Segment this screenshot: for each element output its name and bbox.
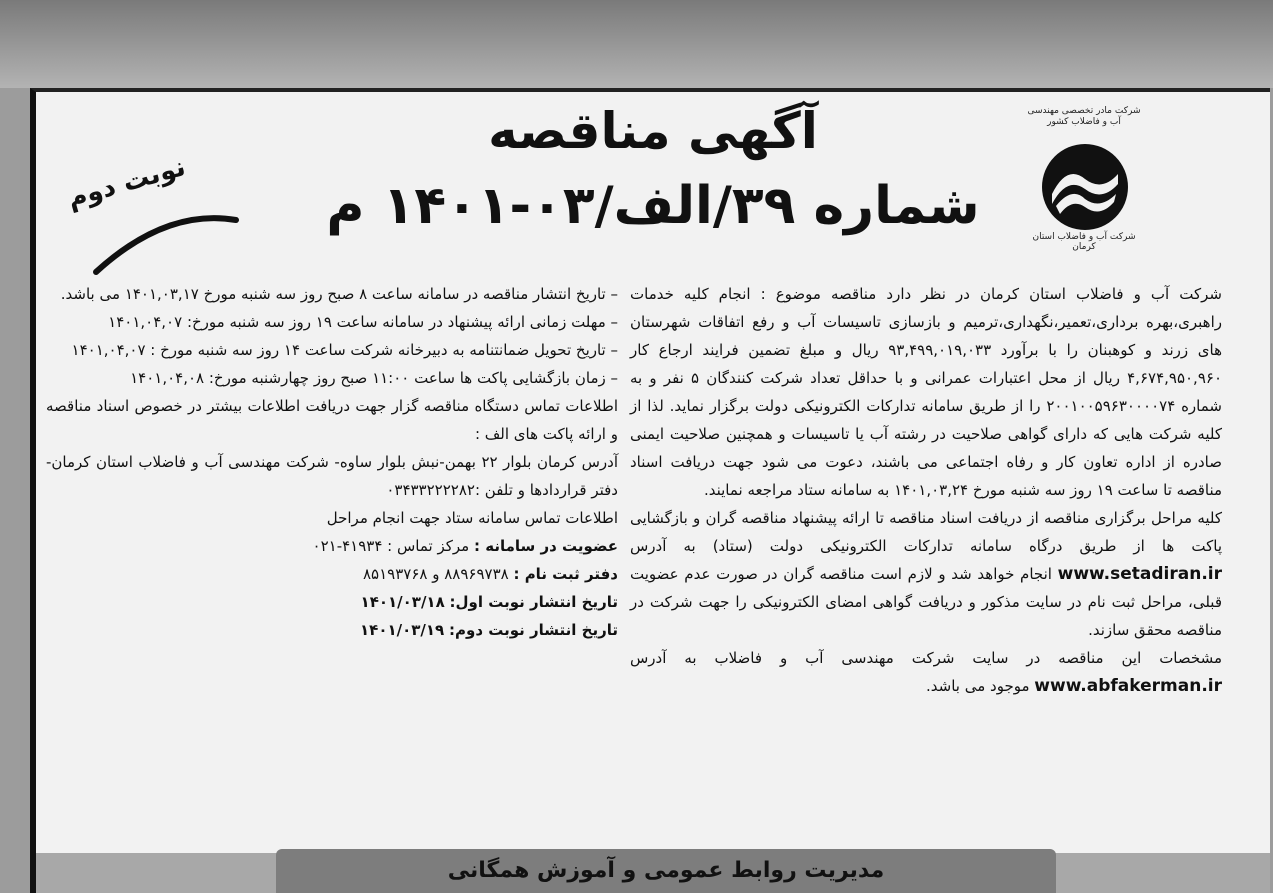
membership-label: عضویت در سامانه : (474, 537, 618, 555)
membership-line (46, 532, 618, 560)
stamp-swoosh-icon (56, 168, 246, 278)
description-paragraph: شرکت آب و فاضلاب استان کرمان در نظر دارد مناقصه موضوع : انجام کلیه خدمات راهبری،بهره برداری،تعمیر،نگهداری،ترمیم و بازسازی تاسیسات آب و رفع اتفاقات شهرستان های زرند و کوهبنان را با برآورد ۹۳,۴۹۹,۰۱۹,۰۳۳ ریال و مبلغ تضمین فرایند ارجاع کار ۴,۶۷۴,۹۵۰,۹۶۰ ریال از محل اعتبارات عمرانی و با حداقل تعداد شرکت کنندگان ۵ نفر و به شماره ۲۰۰۱۰۰۵۹۶۳۰۰۰۰۷۴ را از طریق سامانه تدارکات الکترونیکی دولت برگزار نماید. لذا از کلیه شرکت هایی که دارای گواهی صلاحیت در رشته آب یا تاسیسات و همچنین صلاحیت ایمنی صادره از اداره تعاون کار و رفاه اجتماعی می باشند، دعوت می شود جهت دریافت اسناد مناقصه تا ساعت ۱۹ روز سه شنبه مورخ ۱۴۰۱,۰۳,۲۴ به سامانه ستاد مراجعه نمایند. (630, 285, 1222, 499)
specs-text-end: موجود می باشد. (925, 677, 1030, 695)
first-publication-label: تاریخ انتشار نوبت اول: (449, 593, 618, 611)
opening-time-item: – زمان بازگشایی پاکت ها ساعت ۱۱:۰۰ صبح روز چهارشنبه مورخ: ۱۴۰۱,۰۴,۰۸ (130, 369, 618, 387)
address-info: آدرس کرمان بلوار ۲۲ بهمن-نبش بلوار ساوه- شرکت مهندسی آب و فاضلاب استان کرمان- دفتر قراردادها و تلفن :۰۳۴۳۳۲۲۲۲۸۲ (46, 453, 618, 499)
procedure-paragraph (630, 504, 1222, 644)
footer-publisher: مدیریت روابط عمومی و آموزش همگانی (276, 849, 1056, 893)
specs-paragraph (630, 644, 1222, 700)
registration-line (46, 560, 618, 588)
main-description-column (630, 280, 1222, 700)
dates-contacts-column (46, 280, 618, 644)
logo-company-name: شرکت آب و فاضلاب استان کرمان (1032, 232, 1136, 252)
procedure-text-start: کلیه مراحل برگزاری مناقصه از دریافت اسناد مناقصه تا ارائه پیشنهاد مناقصه گران و بازگشایی پاکت ها از طریق درگاه سامانه تدارکات الکترونیکی دولت (ستاد) به آدرس (630, 509, 1222, 555)
setad-contact-info: اطلاعات تماس سامانه ستاد جهت انجام مراحل (326, 509, 618, 527)
abfakerman-link[interactable]: www.abfakerman.ir (1034, 676, 1222, 696)
membership-value: مرکز تماس : ۴۱۹۳۴-۰۲۱ (312, 537, 470, 555)
registration-value: ۸۸۹۶۹۷۳۸ و ۸۵۱۹۳۷۶۸ (363, 565, 509, 583)
second-publication-label: تاریخ انتشار نوبت دوم: (449, 621, 618, 639)
second-publication-line (46, 616, 618, 644)
registration-label: دفتر ثبت نام : (513, 565, 618, 583)
logo-tagline: شرکت مادر تخصصی مهندسی آب و فاضلاب کشور (1027, 106, 1141, 127)
contact-info: اطلاعات تماس دستگاه مناقصه گزار جهت دریافت اطلاعات بیشتر در خصوص اسناد مناقصه و ارائه پاکت های الف : (46, 397, 618, 443)
stamp-text: نوبت دوم (64, 151, 189, 215)
publish-date-item: – تاریخ انتشار مناقصه در سامانه ساعت ۸ صبح روز سه شنبه مورخ ۱۴۰۱,۰۳,۱۷ می باشد. (60, 285, 618, 303)
notice-title: آگهی مناقصه (488, 102, 818, 160)
second-publication-date: ۱۴۰۱/۰۳/۱۹ (360, 621, 445, 639)
tender-number: شماره ۳۹/الف/۰۳-۱۴۰۱ م (326, 176, 980, 236)
specs-text-start: مشخصات این مناقصه در سایت شرکت مهندسی آب و فاضلاب به آدرس (630, 649, 1222, 667)
setadiran-link[interactable]: www.setadiran.ir (1057, 564, 1222, 584)
first-publication-line (46, 588, 618, 616)
first-publication-date: ۱۴۰۱/۰۳/۱۸ (360, 593, 445, 611)
second-round-stamp (56, 151, 246, 278)
tender-notice (30, 88, 1270, 893)
proposal-deadline-item: – مهلت زمانی ارائه پیشنهاد در سامانه ساعت ۱۹ روز سه شنبه مورخ: ۱۴۰۱,۰۴,۰۷ (108, 313, 618, 331)
scan-top-edge (0, 0, 1273, 88)
procedure-text-end: انجام خواهد شد و لازم است مناقصه گران در صورت عدم عضویت قبلی، مراحل ثبت نام در سایت مذکور و دریافت گواهی امضای الکترونیکی را جهت شرکت در مناقصه محقق سازند. (630, 565, 1222, 639)
guarantee-delivery-item: – تاریخ تحویل ضمانتنامه به دبیرخانه شرکت ساعت ۱۴ روز سه شنبه مورخ : ۱۴۰۱,۰۴,۰۷ (71, 341, 618, 359)
